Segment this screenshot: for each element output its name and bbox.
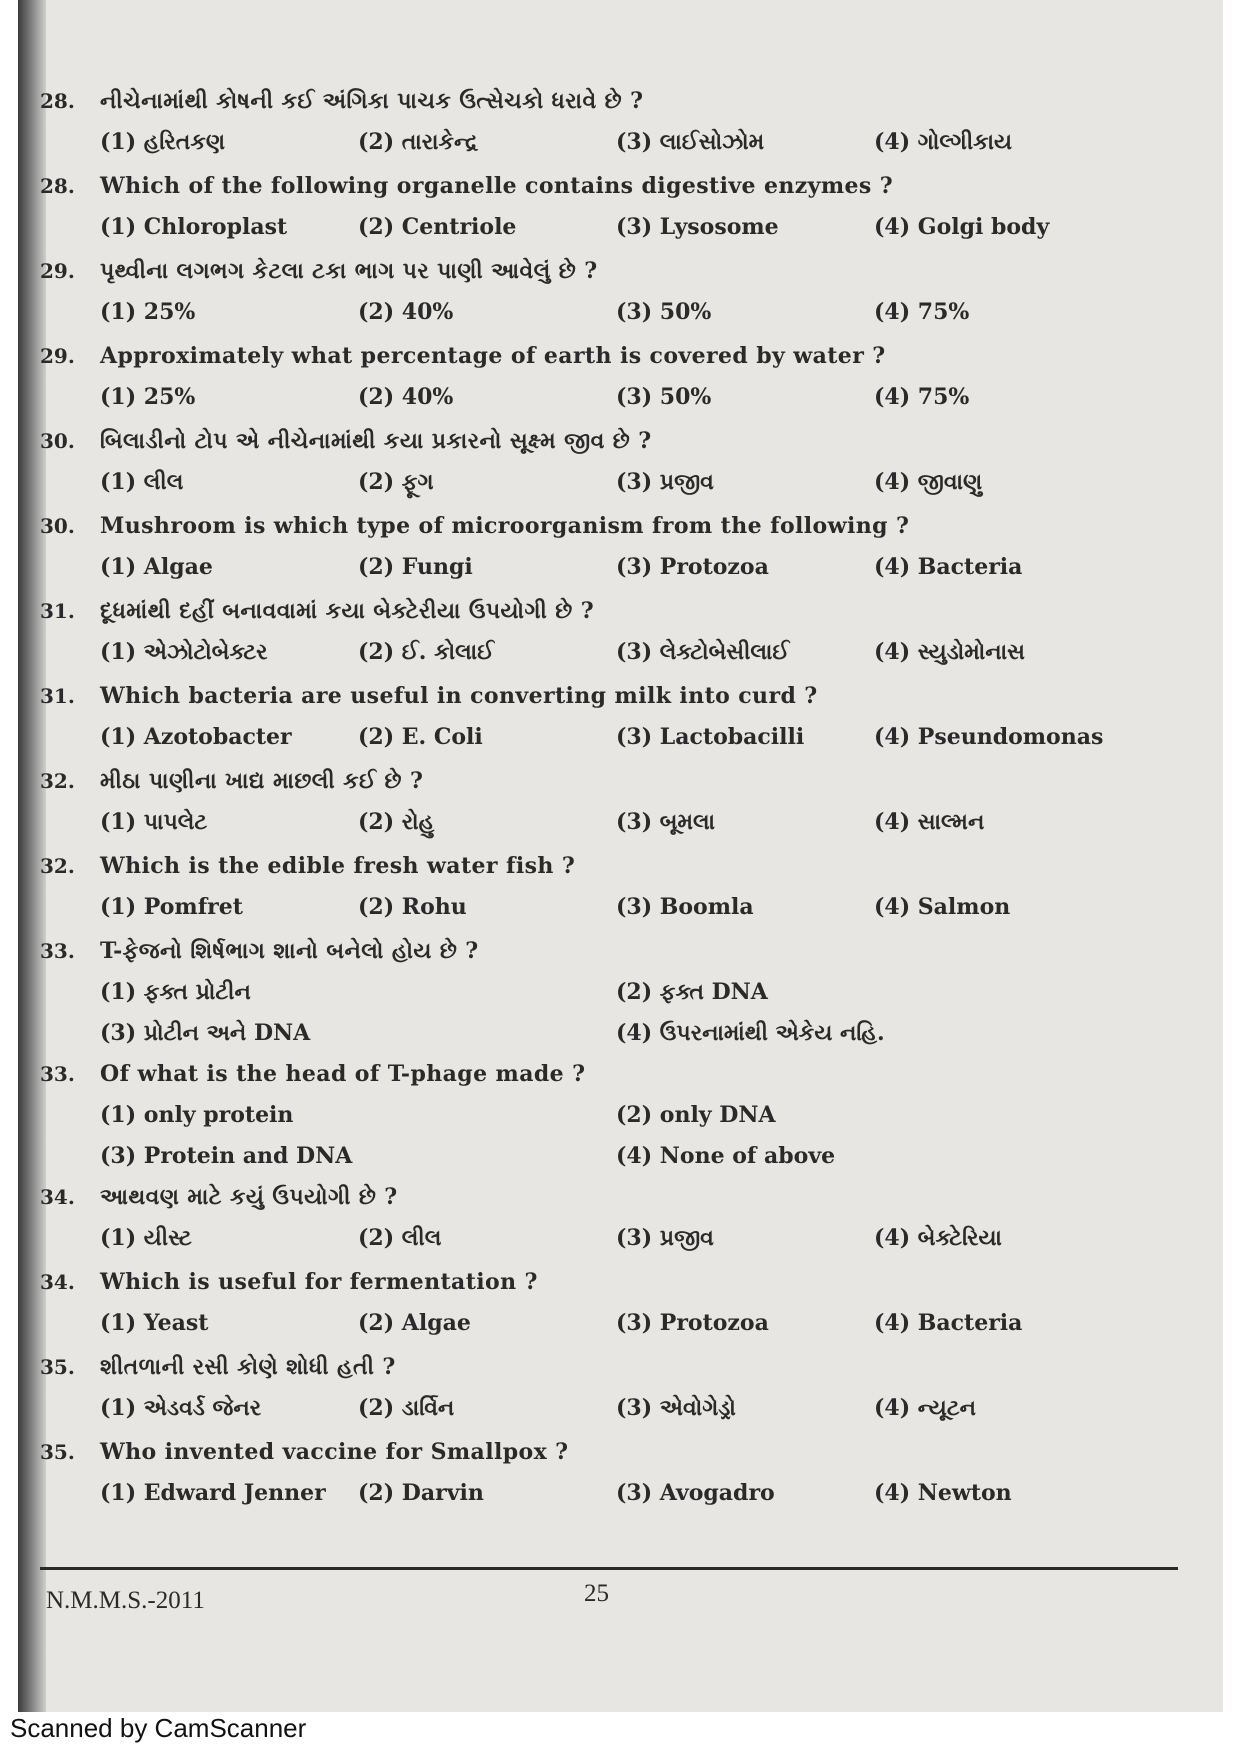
option-row	[40, 129, 1160, 173]
page-number: 25	[584, 1580, 609, 1607]
question	[40, 768, 1160, 809]
option: (4) Bacteria	[874, 554, 1023, 580]
option: (1) Chloroplast	[100, 214, 288, 240]
question-text: નીચેનામાંથી કોષની કઈ અંગિકા પાચક ઉત્સેચકો ધરાવે છે ?	[100, 88, 644, 114]
question-text: મીઠા પાણીના ખાદ્ય માછલી કઈ છે ?	[100, 768, 424, 794]
question-text: પૃથ્વીના લગભગ કેટલા ટકા ભાગ પર પાણી આવેલું છે ?	[100, 258, 598, 284]
option-row	[40, 554, 1160, 598]
question	[40, 938, 1160, 979]
option: (4) Salmon	[874, 894, 1011, 920]
option: (1) ફક્ત પ્રોટીન	[100, 979, 251, 1005]
option-row	[40, 469, 1160, 513]
question	[40, 428, 1160, 469]
question	[40, 88, 1160, 129]
footer-rule	[40, 1567, 1178, 1570]
option: (2) 40%	[358, 299, 454, 325]
option-row	[40, 384, 1160, 428]
option: (2) E. Coli	[358, 724, 483, 750]
option: (4) 75%	[874, 299, 970, 325]
option: (4) જીવાણુ	[874, 469, 983, 495]
question-text: Which is useful for fermentation ?	[100, 1269, 538, 1295]
option: (3) Protozoa	[616, 554, 769, 580]
question-number: 31.	[40, 684, 75, 708]
question	[40, 1439, 1160, 1480]
option: (2) Darvin	[358, 1480, 484, 1506]
option: (4) Golgi body	[874, 214, 1050, 240]
question-number: 34.	[40, 1185, 75, 1209]
question	[40, 1269, 1160, 1310]
question-text: T-ફેજનો શિર્ષભાગ શાનો બનેલો હોય છે ?	[100, 938, 479, 964]
option: (1) 25%	[100, 384, 196, 410]
option: (4) 75%	[874, 384, 970, 410]
option: (1) Edward Jenner	[100, 1480, 326, 1506]
option: (3) Boomla	[616, 894, 754, 920]
option: (1) only protein	[100, 1102, 294, 1128]
option-row	[40, 1480, 1160, 1524]
option: (2) તારાકેન્દ્ર	[358, 129, 479, 155]
question-text: Which bacteria are useful in converting milk into curd ?	[100, 683, 818, 709]
option: (1) પાપલેટ	[100, 809, 208, 835]
question-number: 28.	[40, 89, 75, 113]
option: (2) only DNA	[616, 1102, 776, 1128]
option: (3) બૂમલા	[616, 809, 716, 835]
question	[40, 598, 1160, 639]
option-row	[40, 1143, 1160, 1184]
option: (2) ફૂગ	[358, 469, 434, 495]
question-number: 35.	[40, 1355, 75, 1379]
question	[40, 683, 1160, 724]
option: (3) 50%	[616, 384, 712, 410]
option-row	[40, 1225, 1160, 1269]
option-row	[40, 724, 1160, 768]
option: (3) Protozoa	[616, 1310, 769, 1336]
question-text: Mushroom is which type of microorganism from the following ?	[100, 513, 910, 539]
exam-name: N.M.M.S.-2011	[46, 1587, 205, 1614]
question	[40, 513, 1160, 554]
option: (2) ઈ. કોલાઈ	[358, 639, 495, 665]
option-row	[40, 1395, 1160, 1439]
option: (3) લેક્ટોબેસીલાઈ	[616, 639, 790, 665]
option: (4) સાલ્મન	[874, 809, 985, 835]
question-text: Of what is the head of T-phage made ?	[100, 1061, 586, 1087]
question	[40, 173, 1160, 214]
option-row	[40, 1310, 1160, 1354]
question	[40, 853, 1160, 894]
question-number: 28.	[40, 174, 75, 198]
option: (3) પ્રોટીન અને DNA	[100, 1020, 311, 1046]
option: (4) ન્યૂટન	[874, 1395, 977, 1421]
question-text: શીતળાની રસી કોણે શોધી હતી ?	[100, 1354, 396, 1380]
question-number: 32.	[40, 854, 75, 878]
option: (3) Protein and DNA	[100, 1143, 353, 1169]
option: (3) Lysosome	[616, 214, 779, 240]
option: (2) Rohu	[358, 894, 467, 920]
question-number: 30.	[40, 514, 75, 538]
option-row	[40, 214, 1160, 258]
option: (2) ડાર્વિન	[358, 1395, 455, 1421]
option: (3) પ્રજીવ	[616, 1225, 714, 1251]
option: (1) Yeast	[100, 1310, 209, 1336]
question-number: 33.	[40, 939, 75, 963]
option: (2) ફક્ત DNA	[616, 979, 768, 1005]
option: (1) Algae	[100, 554, 213, 580]
question	[40, 1061, 1160, 1102]
question-text: Which of the following organelle contains digestive enzymes ?	[100, 173, 894, 199]
option: (1) Pomfret	[100, 894, 243, 920]
question-text: આથવણ માટે કયું ઉપયોગી છે ?	[100, 1184, 398, 1210]
option: (2) Centriole	[358, 214, 517, 240]
question-list	[40, 88, 1160, 1524]
option-row	[40, 894, 1160, 938]
question-number: 30.	[40, 429, 75, 453]
question	[40, 1184, 1160, 1225]
option: (1) Azotobacter	[100, 724, 292, 750]
scanned-page	[18, 0, 1223, 1712]
option: (1) હરિતકણ	[100, 129, 226, 155]
question-text: Which is the edible fresh water fish ?	[100, 853, 576, 879]
question-number: 33.	[40, 1062, 75, 1086]
option: (4) ઉપરનામાંથી એકેય નહિ.	[616, 1020, 885, 1046]
option-row	[40, 299, 1160, 343]
option: (2) 40%	[358, 384, 454, 410]
option-row	[40, 1020, 1160, 1061]
option-row	[40, 1102, 1160, 1143]
option: (3) એવોગેડ્રો	[616, 1395, 736, 1421]
option: (4) સ્યુડોમોનાસ	[874, 639, 1025, 665]
option: (2) Fungi	[358, 554, 473, 580]
option: (4) Newton	[874, 1480, 1012, 1506]
option: (2) લીલ	[358, 1225, 442, 1251]
option-row	[40, 639, 1160, 683]
question-number: 35.	[40, 1440, 75, 1464]
option: (3) Lactobacilli	[616, 724, 805, 750]
question	[40, 258, 1160, 299]
option: (1) એઝોટોબેક્ટર	[100, 639, 268, 665]
option: (4) ગોલ્ગીકાય	[874, 129, 1013, 155]
question-text: Approximately what percentage of earth is covered by water ?	[100, 343, 886, 369]
option: (4) Pseundomonas	[874, 724, 1104, 750]
option: (1) એડવર્ડ જેનર	[100, 1395, 262, 1421]
option: (4) None of above	[616, 1143, 836, 1169]
option: (3) પ્રજીવ	[616, 469, 714, 495]
question-text: બિલાડીનો ટોપ એ નીચેનામાંથી કયા પ્રકારનો સૂક્ષ્મ જીવ છે ?	[100, 428, 652, 454]
question-text: Who invented vaccine for Smallpox ?	[100, 1439, 569, 1465]
question-text: દૂધમાંથી દહીં બનાવવામાં કયા બેક્ટેરીયા ઉપયોગી છે ?	[100, 598, 595, 624]
question-number: 29.	[40, 259, 75, 283]
question	[40, 343, 1160, 384]
option: (4) બેક્ટેરિયા	[874, 1225, 1002, 1251]
question-number: 29.	[40, 344, 75, 368]
option: (1) 25%	[100, 299, 196, 325]
option-row	[40, 979, 1160, 1020]
option: (4) Bacteria	[874, 1310, 1023, 1336]
option: (3) 50%	[616, 299, 712, 325]
option: (2) રોહુ	[358, 809, 435, 835]
question-number: 32.	[40, 769, 75, 793]
question-number: 34.	[40, 1270, 75, 1294]
option: (2) Algae	[358, 1310, 471, 1336]
option: (1) લીલ	[100, 469, 184, 495]
option: (3) લાઈસોઝોમ	[616, 129, 765, 155]
question-number: 31.	[40, 599, 75, 623]
question	[40, 1354, 1160, 1395]
option: (1) યીસ્ટ	[100, 1225, 192, 1251]
option: (3) Avogadro	[616, 1480, 775, 1506]
scanner-watermark: Scanned by CamScanner	[10, 1713, 307, 1743]
option-row	[40, 809, 1160, 853]
